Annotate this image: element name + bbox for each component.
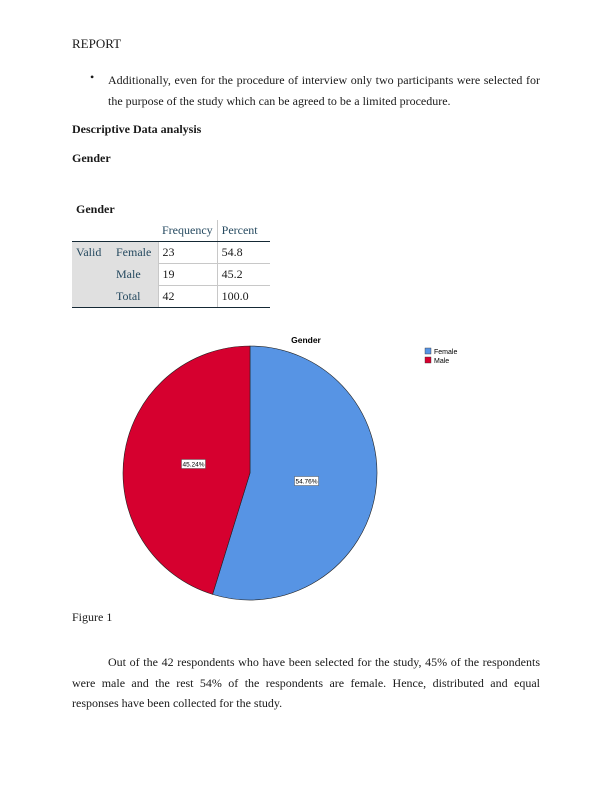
column-header-percent: Percent xyxy=(217,220,270,242)
subsection-heading: Gender xyxy=(72,151,111,165)
row-label: Male xyxy=(112,264,158,286)
legend-swatch-male xyxy=(425,357,431,363)
row-label: Total xyxy=(112,286,158,308)
body-paragraph: Out of the 42 respondents who have been selected for the study, 45% of the respondents were male and the rest 54% of the respondents are female. Hence, distributed and equal responses have been collected for the study. xyxy=(72,655,540,710)
data-label-male xyxy=(181,459,205,468)
legend-label-female: Female xyxy=(434,349,458,356)
chart-legend xyxy=(425,348,457,365)
bullet-text: Additionally, even for the procedure of interview only two participants were selected for the purpose of the study which can be agreed to be a limited procedure. xyxy=(108,73,540,108)
bullet-marker: • xyxy=(90,70,95,84)
header-spacer xyxy=(72,220,112,242)
group-label: Valid xyxy=(72,242,112,264)
data-label-text: 45.24% xyxy=(182,461,205,469)
table-row xyxy=(72,286,270,308)
cell-percent: 100.0 xyxy=(217,286,270,308)
cell-frequency: 19 xyxy=(158,264,217,286)
pie-slices xyxy=(123,346,377,600)
cell-frequency: 42 xyxy=(158,286,217,308)
table-header-row xyxy=(72,220,270,242)
row-label: Female xyxy=(112,242,158,264)
gender-pie-chart xyxy=(100,332,480,608)
data-label-text: 54.76% xyxy=(295,478,318,486)
legend-label-male: Male xyxy=(434,358,450,365)
table-row xyxy=(72,242,270,264)
data-label-female xyxy=(295,477,319,486)
cell-percent: 54.8 xyxy=(217,242,270,264)
page-header: REPORT xyxy=(72,36,122,51)
column-header-frequency: Frequency xyxy=(158,220,217,242)
group-label-empty xyxy=(72,286,112,308)
table-title: Gender xyxy=(76,202,115,216)
chart-title: Gender xyxy=(291,335,321,345)
cell-frequency: 23 xyxy=(158,242,217,264)
legend-swatch-female xyxy=(425,348,431,354)
section-heading: Descriptive Data analysis xyxy=(72,122,202,136)
figure-caption: Figure 1 xyxy=(72,610,113,624)
table-row xyxy=(72,264,270,286)
header-spacer xyxy=(112,220,158,242)
frequency-table xyxy=(72,220,270,308)
group-label-empty xyxy=(72,264,112,286)
cell-percent: 45.2 xyxy=(217,264,270,286)
